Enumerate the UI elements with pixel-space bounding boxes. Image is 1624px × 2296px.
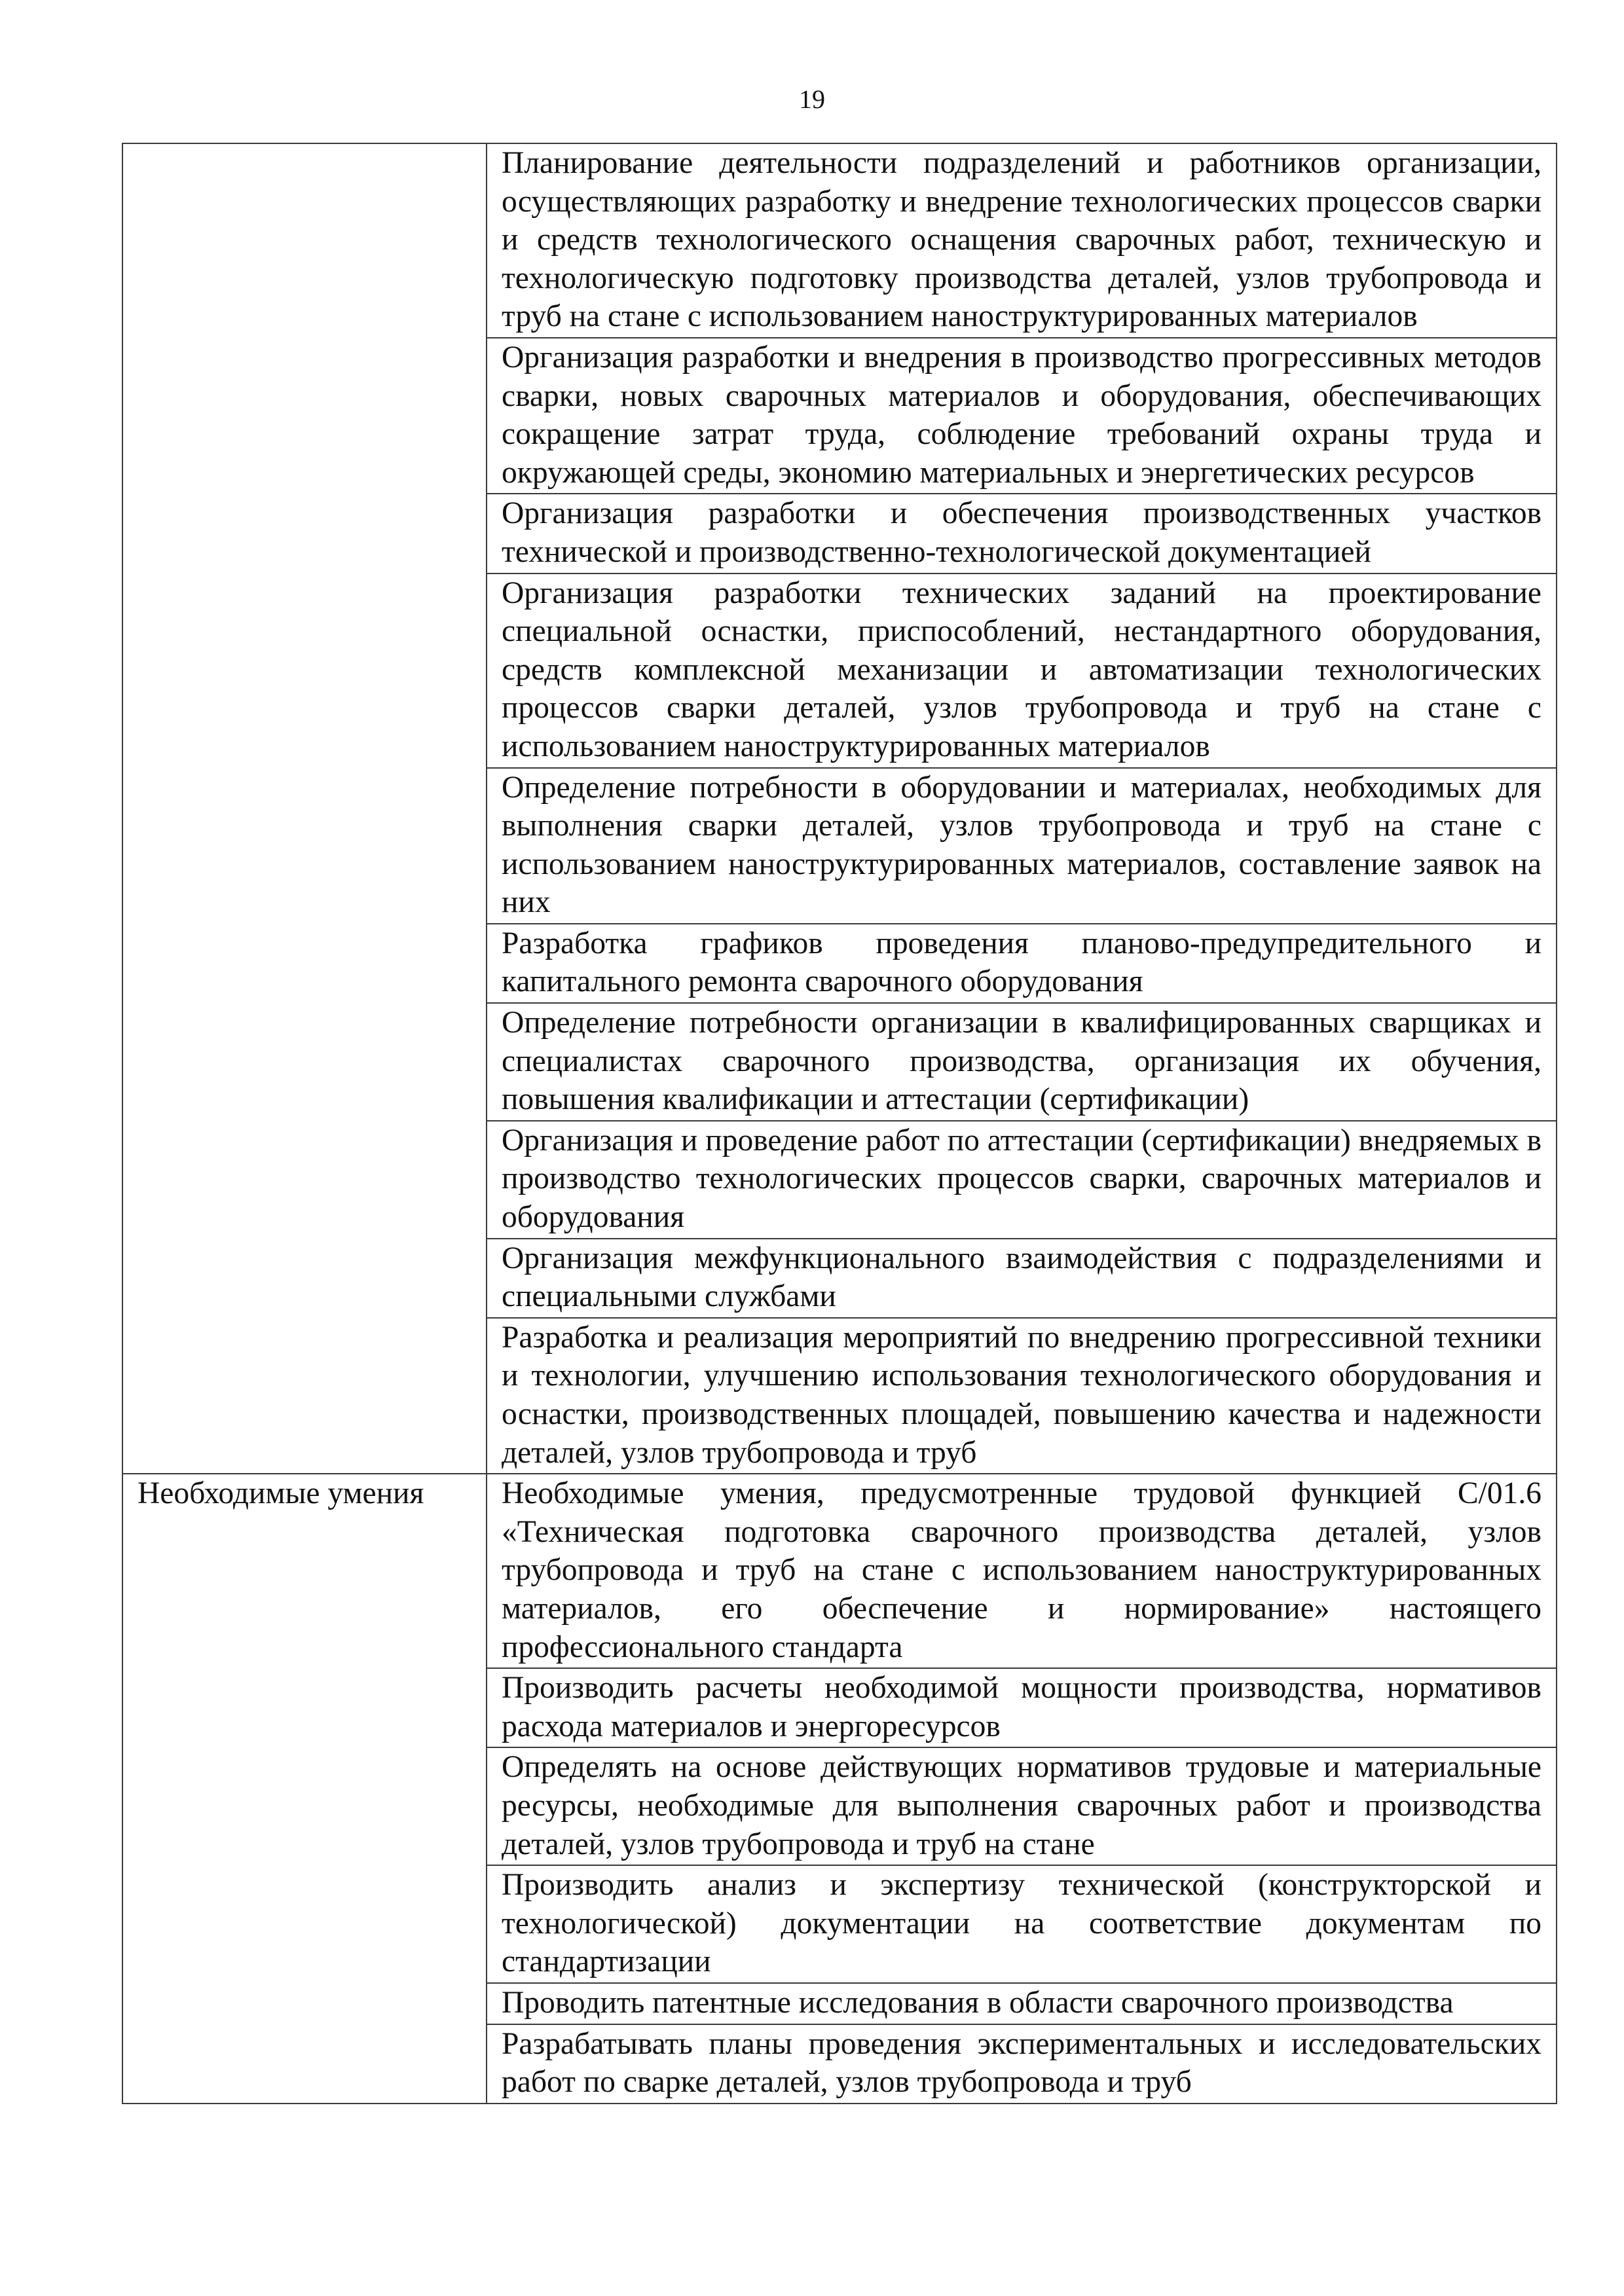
table-row (122, 143, 1557, 338)
table-row (122, 1474, 1557, 1668)
labor-action-cell: Планирование деятельности подразделений и работников организации, осуществляющих разработку и внедрение технологических процессов сварки и средств технологического оснащения сварочных работ, техническую и технологическую подготовку производства деталей, узлов трубопровода и труб на стане с использованием наноструктурированных материалов (487, 143, 1557, 338)
labor-action-cell: Организация межфункционального взаимодействия с подразделениями и специальными службами (487, 1239, 1557, 1318)
section-label-empty (122, 143, 487, 1474)
section-label-required-skills: Необходимые умения (122, 1474, 487, 2104)
labor-action-cell: Разработка и реализация мероприятий по внедрению прогрессивной техники и технологии, улучшению использования технологического оборудования и оснастки, производственных площадей, повышению качества и надежности деталей, узлов трубопровода и труб (487, 1318, 1557, 1474)
labor-action-cell: Определение потребности в оборудовании и материалах, необходимых для выполнения сварки деталей, узлов трубопровода и труб на стане с использованием наноструктурированных материалов, составление заявок на них (487, 768, 1557, 924)
skill-cell: Производить анализ и экспертизу технической (конструкторской и технологической) документации на соответствие документам по стандартизации (487, 1865, 1557, 1983)
skill-cell: Проводить патентные исследования в области сварочного производства (487, 1983, 1557, 2024)
labor-action-cell: Разработка графиков проведения планово-предупредительного и капитального ремонта сварочного оборудования (487, 924, 1557, 1003)
labor-functions-table (122, 143, 1557, 2104)
labor-action-cell: Организация разработки и обеспечения производственных участков технической и производственно-технологической документацией (487, 494, 1557, 573)
skill-cell: Разрабатывать планы проведения экспериментальных и исследовательских работ по сварке деталей, узлов трубопровода и труб (487, 2024, 1557, 2104)
page-number: 19 (799, 84, 825, 114)
skill-cell: Определять на основе действующих нормативов трудовые и материальные ресурсы, необходимые для выполнения сварочных работ и производства деталей, узлов трубопровода и труб на стане (487, 1747, 1557, 1865)
labor-action-cell: Организация разработки и внедрения в производство прогрессивных методов сварки, новых сварочных материалов и оборудования, обеспечивающих сокращение затрат труда, соблюдение требований охраны труда и окружающей среды, экономию материальных и энергетических ресурсов (487, 338, 1557, 494)
skill-cell: Необходимые умения, предусмотренные трудовой функцией C/01.6 «Техническая подготовка сварочного производства деталей, узлов трубопровода и труб на стане с использованием наноструктурированных материалов, его обеспечение и нормирование» настоящего профессионального стандарта (487, 1474, 1557, 1668)
labor-action-cell: Организация разработки технических заданий на проектирование специальной оснастки, приспособлений, нестандартного оборудования, средств комплексной механизации и автоматизации технологических процессов сварки деталей, узлов трубопровода и труб на стане с использованием наноструктурированных материалов (487, 574, 1557, 768)
labor-action-cell: Организация и проведение работ по аттестации (сертификации) внедряемых в производство технологических процессов сварки, сварочных материалов и оборудования (487, 1121, 1557, 1239)
labor-action-cell: Определение потребности организации в квалифицированных сварщиках и специалистах сварочного производства, организация их обучения, повышения квалификации и аттестации (сертификации) (487, 1003, 1557, 1121)
skill-cell: Производить расчеты необходимой мощности производства, нормативов расхода материалов и энергоресурсов (487, 1668, 1557, 1747)
